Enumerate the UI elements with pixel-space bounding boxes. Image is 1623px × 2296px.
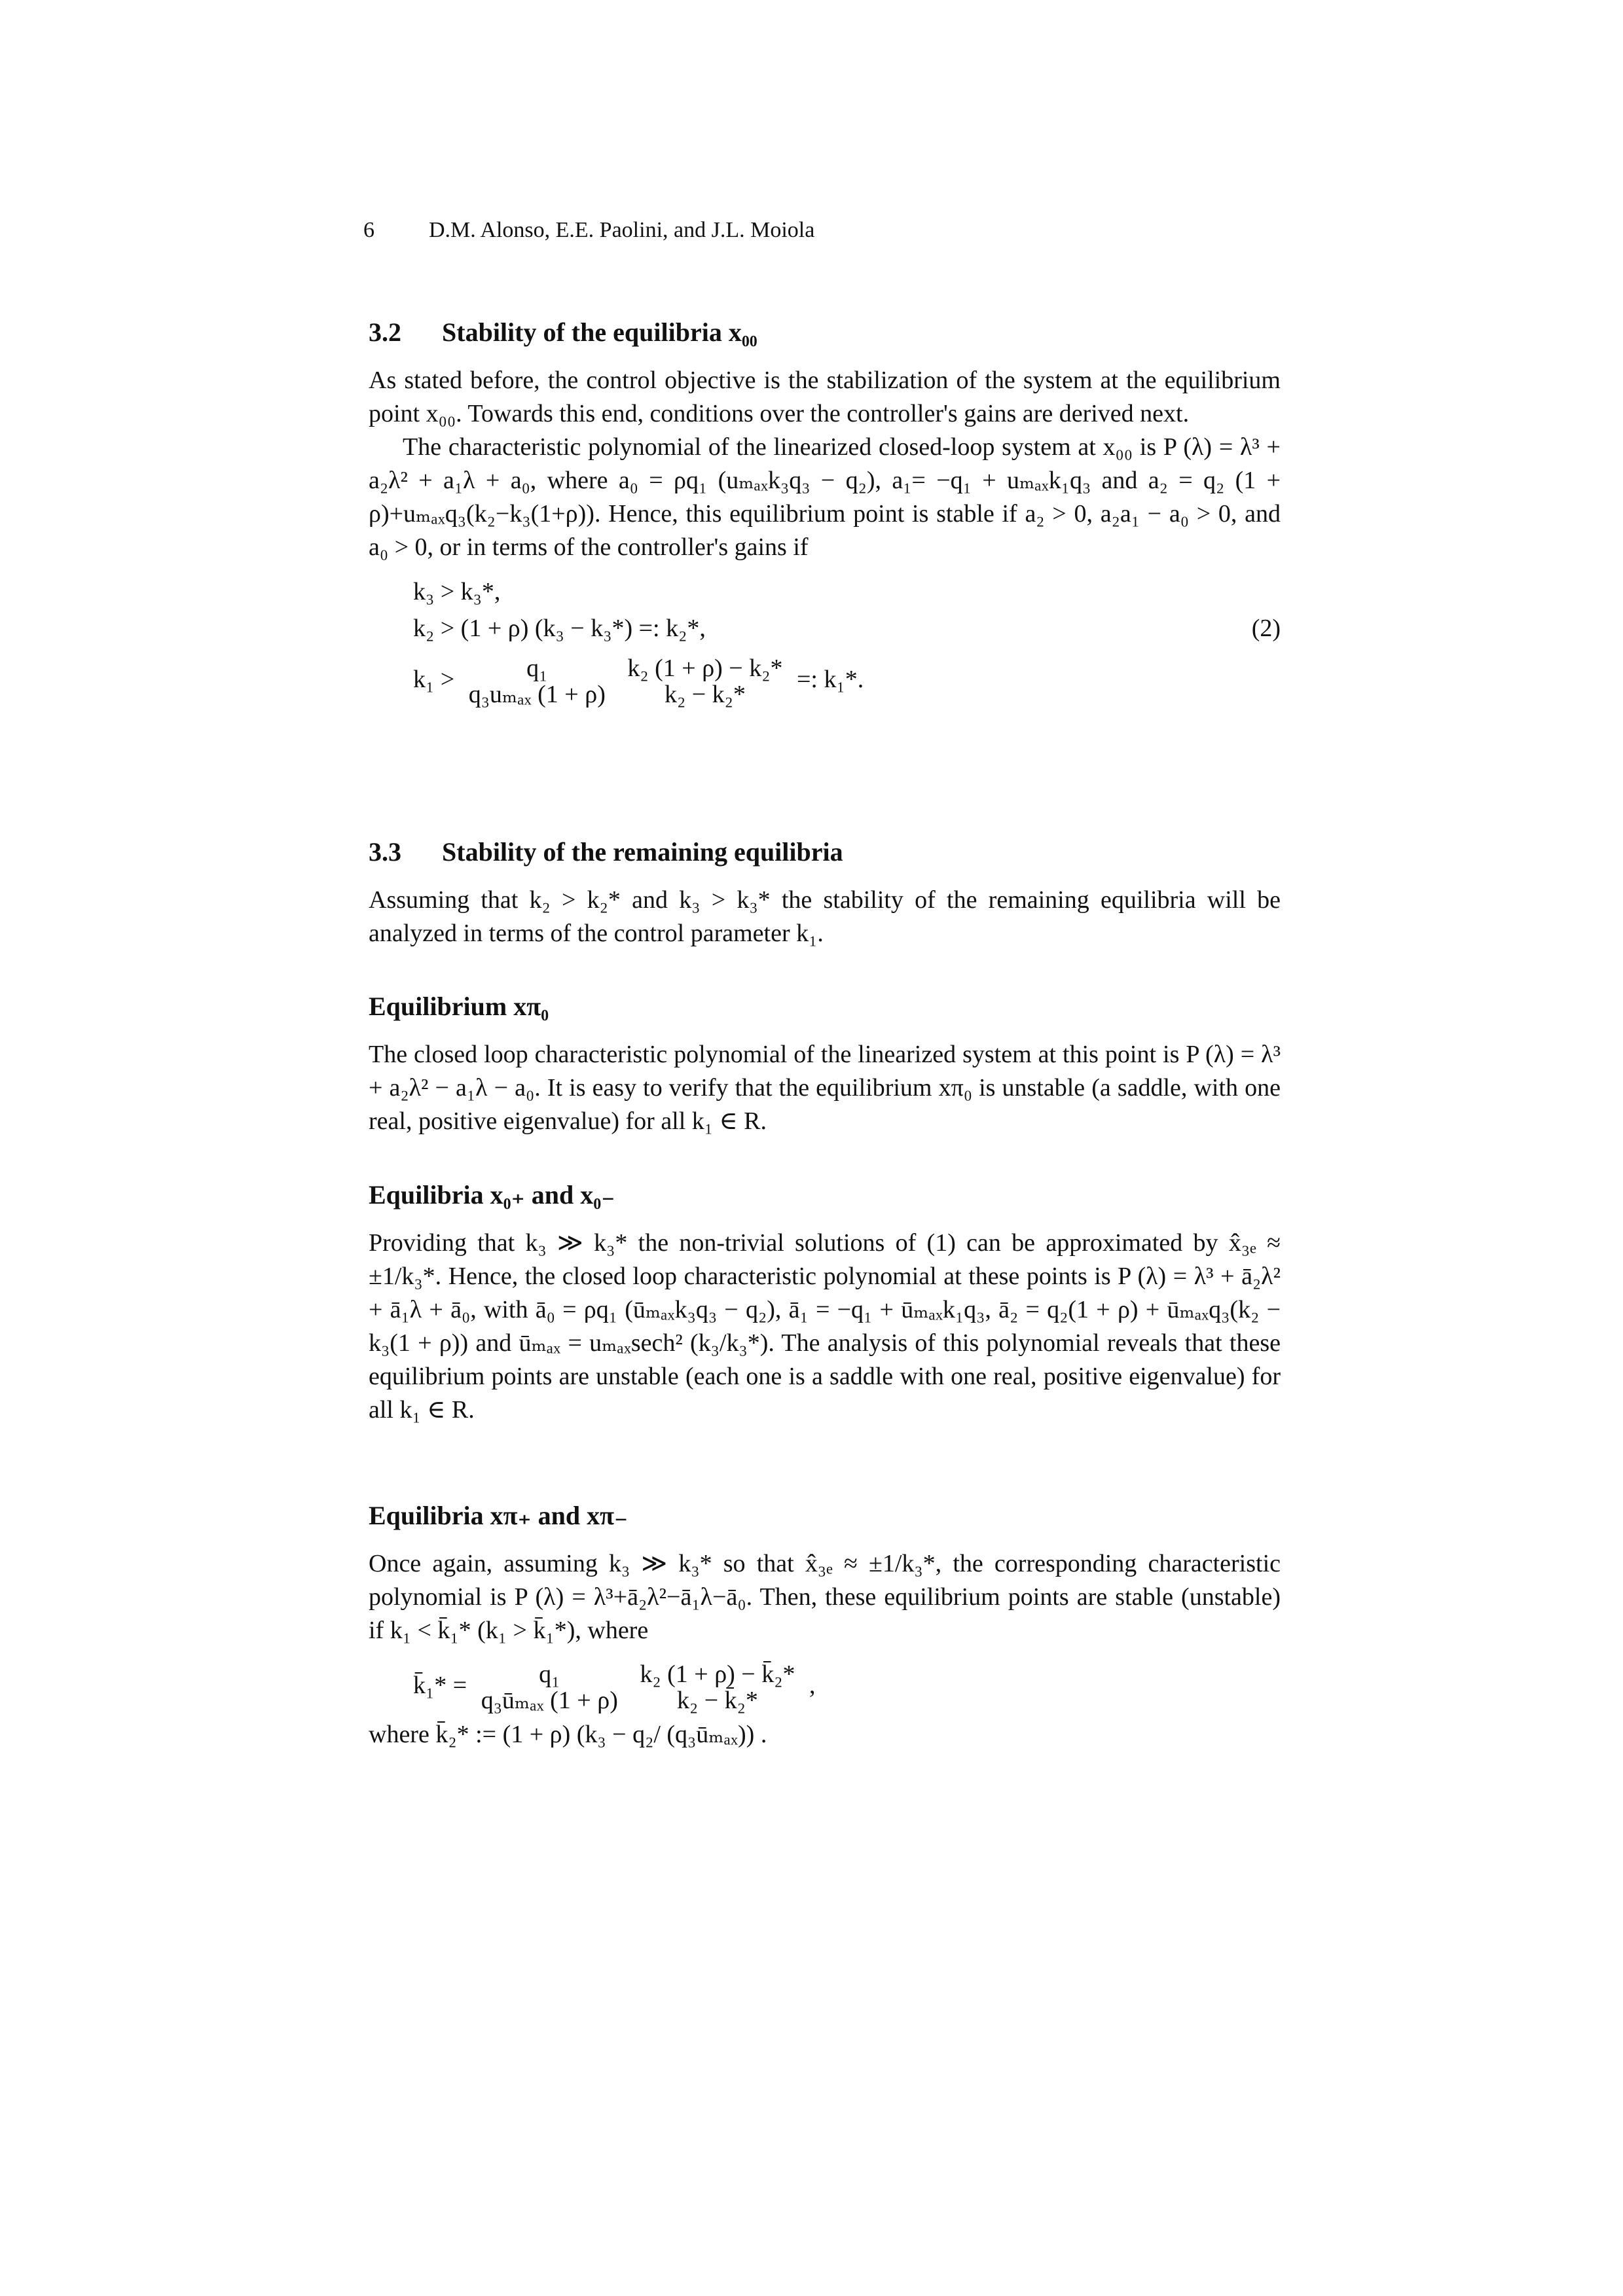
fraction (623, 655, 786, 708)
numerator: k₂ (1 + ρ) − k₂* (627, 655, 783, 683)
equation-lhs: k̄₁* = (413, 1672, 467, 1699)
section-number: 3.3 (369, 837, 401, 867)
denominator: k₂ − k̄₂* (676, 1687, 758, 1715)
denominator: q₃ūₘₐₓ (1 + ρ) (481, 1687, 618, 1715)
section-3-3 (369, 835, 1281, 950)
paragraph: Once again, assuming k₃ ≫ k₃* so that x̂₃ₑ ≈ ±1/k₃*, the corresponding characteristic polynomial is P (λ) = λ³+ā₂λ²−ā₁λ−ā₀. Then, these equilibrium points are stable (unstable) if k₁ < k̄₁* (k₁ > k̄₁*), where (369, 1550, 1281, 1644)
subsection-xpipm (369, 1499, 1281, 1751)
paragraph: The characteristic polynomial of the linearized closed-loop system at x₀₀ is P (λ) = λ³ + a₂λ² + a₁λ + a₀, where a₀ = ρq₁ (uₘₐₓk₃q₃ − q₂), a₁= −q₁ + uₘₐₓk₁q₃ and a₂ = q₂ (1 + ρ)+uₘₐₓq₃(k₂−k₃(1+ρ)). Hence, this equilibrium point is stable if a₂ > 0, a₂a₁ − a₀ > 0, and a₀ > 0, or in terms of the controller's gains if (369, 433, 1281, 561)
equation-lhs: k₁ > (413, 666, 455, 693)
subsection-xpi0 (369, 990, 1281, 1138)
paragraph: The closed loop characteristic polynomial of the linearized system at this point is P (λ) = λ³ + a₂λ² − a₁λ − a₀. It is easy to verify that the equilibrium xπ₀ is unstable (a saddle, with one real, positive eigenvalue) for all k₁ ∈ R. (369, 1041, 1281, 1135)
paragraph: where k̄₂* := (1 + ρ) (k₃ − q₂/ (q₃ūₘₐₓ)) . (369, 1721, 767, 1748)
equation-kbar1 (413, 1653, 1281, 1718)
author-line: D.M. Alonso, E.E. Paolini, and J.L. Moiola (429, 218, 815, 242)
section-heading (369, 835, 1281, 869)
section-title: Stability of the remaining equilibria (442, 837, 843, 867)
page-number: 6 (363, 218, 374, 242)
subsection-heading: Equilibria xπ₊ and xπ₋ (369, 1501, 629, 1530)
equation-block-2 (413, 573, 1281, 712)
section-number: 3.2 (369, 317, 401, 347)
numerator: q₁ (539, 1660, 560, 1689)
subsection-heading: Equilibria x₀₊ and x₀₋ (369, 1180, 615, 1210)
fraction (477, 1661, 622, 1713)
equation-line: k₃ > k₃*, (413, 578, 501, 605)
subsection-x0pm (369, 1178, 1281, 1427)
numerator: k₂ (1 + ρ) − k̄₂* (640, 1660, 795, 1689)
equation-line: k₂ > (1 + ρ) (k₃ − k₃*) =: k₂*, (413, 615, 706, 642)
equation-line (413, 647, 1281, 712)
equation-rhs: , (809, 1672, 816, 1699)
fraction (636, 1661, 799, 1713)
equation-number: (2) (1251, 615, 1281, 642)
equation-rhs: =: k₁*. (797, 666, 864, 693)
paragraph: As stated before, the control objective is the stabilization of the system at the equilibrium point x₀₀. Towards this end, conditions over the controller's gains are derived next. (369, 367, 1281, 427)
numerator: q₁ (526, 655, 548, 683)
equation-line (413, 1653, 1281, 1718)
paragraph: Assuming that k₂ > k₂* and k₃ > k₃* the stability of the remaining equilibria will be analyzed in terms of the control parameter k₁. (369, 886, 1281, 947)
denominator: q₃uₘₐₓ (1 + ρ) (468, 681, 606, 709)
denominator: k₂ − k₂* (664, 681, 746, 709)
section-heading (369, 315, 1281, 350)
subsection-heading: Equilibrium xπ₀ (369, 992, 549, 1021)
fraction (465, 655, 610, 708)
running-head (363, 218, 814, 243)
paragraph: Providing that k₃ ≫ k₃* the non-trivial solutions of (1) can be approximated by x̂₃ₑ ≈ ±1/k₃*. Hence, the closed loop characteristic polynomial at these points is P (λ) = λ³ + ā₂λ² + ā₁λ + ā₀, with ā₀ = ρq₁ (ūₘₐₓk₃q₃ − q₂), ā₁ = −q₁ + ūₘₐₓk₁q₃, ā₂ = q₂(1 + ρ) + ūₘₐₓq₃(k₂ − k₃(1 + ρ)) and ūₘₐₓ = uₘₐₓsech² (k₃/k₃*). The analysis of this polynomial reveals that these equilibrium points are unstable (each one is a saddle with one real, positive eigenvalue) for all k₁ ∈ R. (369, 1229, 1281, 1424)
section-title: Stability of the equilibria x₀₀ (442, 317, 757, 347)
section-3-2 (369, 315, 1281, 712)
